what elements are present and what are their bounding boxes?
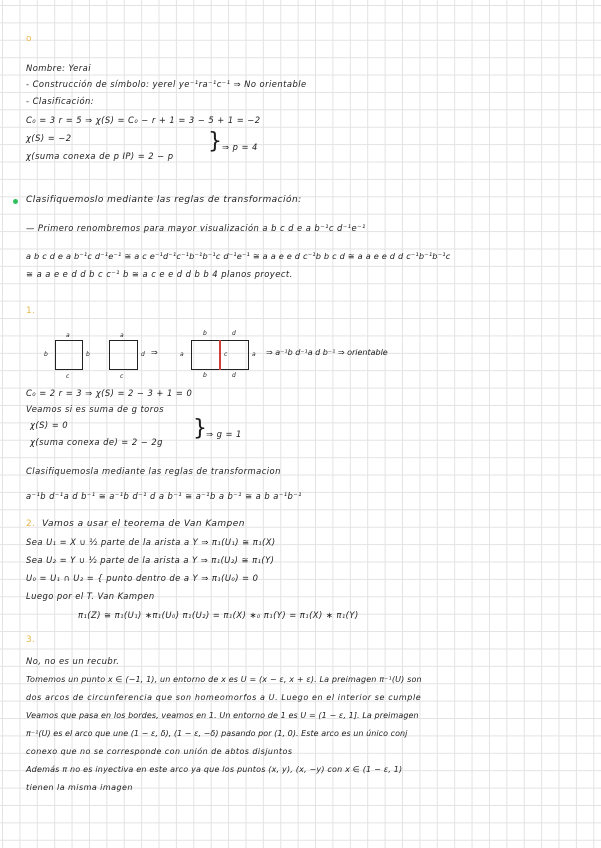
part2-u2: Sea U₂ = Y ∪ ½ parte de la arista a Y ⇒ π₁(U₂) ≅ π₁(Y) <box>26 555 275 565</box>
part3-line-5: conexo que no se corresponde con unión de abtos disjuntos <box>26 747 293 756</box>
transform-chain-2: ≅ a a e e d d b c c⁻¹ b ≅ a c e e d d b b 4 planos proyect. <box>26 269 293 279</box>
sq2-bottom-label: c <box>120 373 124 380</box>
polygon-square-1 <box>55 340 83 370</box>
green-bullet <box>13 199 18 204</box>
diagram-arrow: ⇒ <box>151 348 158 357</box>
glued-edge-mark <box>219 340 221 370</box>
diagram-result: ⇒ a⁻¹b d⁻¹a d b⁻¹ ⇒ orientable <box>266 348 388 357</box>
sq1-left-label: b <box>44 351 48 358</box>
sq3-bottom-right-label: d <box>232 372 236 379</box>
part1-suma: χ(suma conexa de) = 2 − 2g <box>30 437 163 447</box>
part2-u1: Sea U₁ = X ∪ ½ parte de la arista a Y ⇒ π₁(U₁) ≅ π₁(X) <box>26 537 276 547</box>
part2-formula: π₁(Z) ≅ π₁(U₁) ∗π₁(U₀) π₁(U₂) = π₁(X) ∗₀ π₁(Y) = π₁(X) ∗ π₁(Y) <box>78 610 359 620</box>
polygon-combined-left <box>191 340 221 370</box>
classify-title: Clasifiquemoslo mediante las reglas de transformación: <box>26 195 302 205</box>
part1-number: 1. <box>26 306 36 316</box>
polygon-square-2 <box>109 340 138 370</box>
sq3-left-label: a <box>180 351 184 358</box>
connected-sum-line: χ(suma conexa de p IP) = 2 − p <box>26 151 174 161</box>
part3-line-6: Además π no es inyectiva en este arco ya que los puntos (x, y), (x, −y) con x ∈ (1 − ε, 1) <box>26 765 403 774</box>
part2-u0: U₀ = U₁ ∩ U₂ = { punto dentro de a Y ⇒ π₁(U₀) = 0 <box>26 573 259 583</box>
euler-value-line: χ(S) = −2 <box>26 133 72 143</box>
part2-number: 2. <box>26 519 36 529</box>
part2-title: Vamos a usar el teorema de Van Kampen <box>42 519 245 529</box>
part3-line-7: tienen la misma imagen <box>26 783 133 792</box>
part2-luego: Luego por el T. Van Kampen <box>26 591 155 601</box>
sq3-mid-label: c <box>224 351 228 358</box>
sq2-right-label: d <box>141 351 145 358</box>
brace-2: } <box>193 416 207 441</box>
classification-heading: - Clasificación: <box>26 96 95 106</box>
p-result: ⇒ p = 4 <box>222 142 258 152</box>
sq1-bottom-label: c <box>66 373 70 380</box>
part3-line-0: No, no es un recubr. <box>26 656 120 666</box>
page-marker: o <box>26 34 32 44</box>
sq3-bottom-left-label: b <box>203 372 207 379</box>
brace-1: } <box>208 129 222 154</box>
part3-number: 3. <box>26 635 36 645</box>
part1-euler-line: C₀ = 2 r = 3 ⇒ χ(S) = 2 − 3 + 1 = 0 <box>26 388 193 398</box>
part3-line-4: π⁻¹(U) es el arco que une (1 − ε, δ), (1 − ε, −δ) pasando por (1, 0). Este arco es un único conj <box>26 729 408 738</box>
construction-line: - Construcción de símbolo: yerel ye⁻¹ra⁻¹c⁻¹ ⇒ No orientable <box>26 79 307 89</box>
sq1-top-label: a <box>66 332 70 339</box>
sq3-right-label: a <box>252 351 256 358</box>
sq3-top-left-label: b <box>203 330 207 337</box>
sq1-right-label: b <box>86 351 90 358</box>
transform-chain-1: a b c d e a b⁻¹c d⁻¹e⁻¹ ≅ a c e⁻¹d⁻¹c⁻¹b⁻¹b⁻¹c d⁻¹e⁻¹ ≅ a a e e d c⁻¹b b c d ≅ a a e e d d c⁻¹b⁻¹b⁻¹c <box>26 251 451 261</box>
part1-g-result: ⇒ g = 1 <box>206 429 242 439</box>
euler-formula-line: C₀ = 3 r = 5 ⇒ χ(S) = C₀ − r + 1 = 3 − 5 + 1 = −2 <box>26 115 261 125</box>
part3-line-1: Tomemos un punto x ∈ (−1, 1), un entorno de x es U = (x − ε, x + ε). La preimagen π⁻¹(U) son <box>26 675 422 684</box>
name-line: Nombre: Yerai <box>26 63 92 73</box>
sq2-top-label: a <box>120 332 124 339</box>
part1-veamos: Veamos si es suma de g toros <box>26 404 165 414</box>
part1-clasif: Clasifiquemosla mediante las reglas de transformacion <box>26 466 281 476</box>
part1-chain: a⁻¹b d⁻¹a d b⁻¹ ≅ a⁻¹b d⁻¹ d a b⁻¹ ≅ a⁻¹b a b⁻¹ ≅ a b a⁻¹b⁻¹ <box>26 491 302 501</box>
part3-line-3: Veamos que pasa en los bordes, veamos en 1. Un entorno de 1 es U = (1 − ε, 1]. La preimagen <box>26 711 419 720</box>
sq3-top-right-label: d <box>232 330 236 337</box>
part1-chi: χ(S) = 0 <box>30 420 69 430</box>
rename-line: — Primero renombremos para mayor visualización a b c d e a b⁻¹c d⁻¹e⁻¹ <box>26 223 366 233</box>
part3-line-2: dos arcos de circunferencia que son homeomorfos a U. Luego en el interior se cumple <box>26 693 422 702</box>
